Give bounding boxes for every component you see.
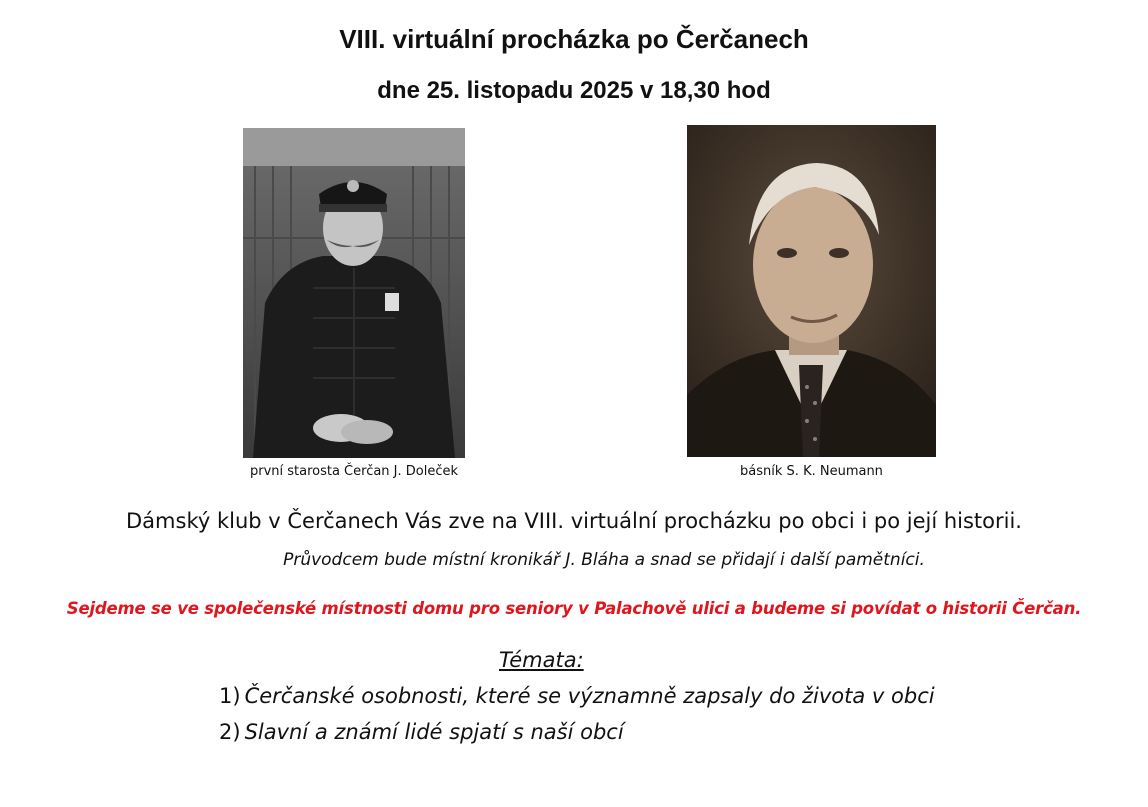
topic-item [219, 720, 624, 744]
topic-number: 2) [219, 720, 241, 744]
poet-photo-caption: básník S. K. Neumann [740, 464, 883, 479]
topic-number: 1) [219, 684, 241, 708]
meeting-place-text: Sejdeme se ve společenské místnosti domu pro seniory v Palachově ulici a budeme si povídat o historii Čerčan. [66, 599, 1082, 618]
guide-text: Průvodcem bude místní kronikář J. Bláha a snad se přidají i další pamětníci. [283, 550, 925, 570]
topic-text: Čerčanské osobnosti, které se významně zapsaly do života v obci [244, 684, 935, 708]
mayor-photo-caption: první starosta Čerčan J. Doleček [249, 464, 459, 479]
topics-heading: Témata: [499, 648, 584, 672]
invitation-text: Dámský klub v Čerčanech Vás zve na VIII. virtuální procházku po obci i po její historii. [126, 509, 1022, 533]
topic-item [219, 684, 935, 708]
page-title: VIII. virtuální procházka po Čerčanech [339, 24, 809, 54]
topic-text: Slavní a známí lidé spjatí s naší obcí [244, 720, 624, 744]
mayor-portrait-photo [243, 128, 465, 458]
poet-portrait-photo [687, 125, 936, 457]
event-date: dne 25. listopadu 2025 v 18,30 hod [377, 77, 771, 104]
